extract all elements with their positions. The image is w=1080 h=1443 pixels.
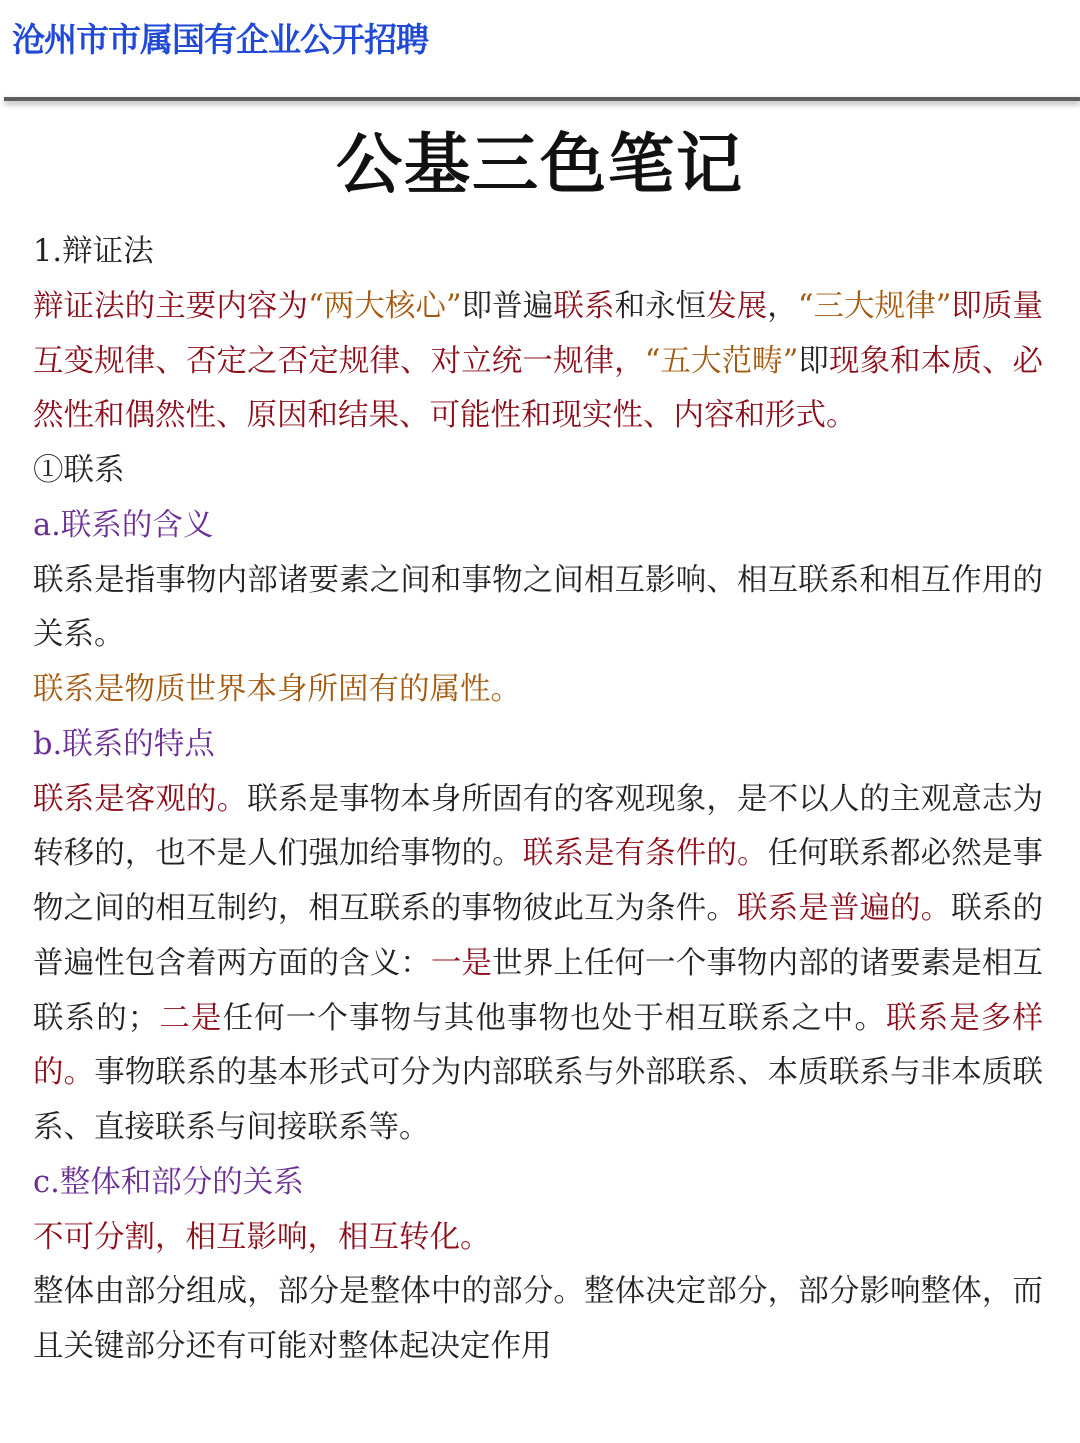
text-segment: “三大规律” bbox=[797, 288, 952, 324]
text-segment: 二是 bbox=[158, 1000, 223, 1036]
text-segment: 和永恒 bbox=[614, 288, 707, 324]
text-segment: ， bbox=[767, 288, 798, 324]
text-segment: 一是 bbox=[430, 945, 493, 981]
text-segment: 世界上任何一个事物内部的诸要素是相互联系的； bbox=[33, 945, 1043, 1036]
text-segment: 联系是有条件的。 bbox=[522, 836, 768, 872]
text-segment: 辩证法的主要内容为 bbox=[33, 288, 309, 324]
text-segment: 联系是多样的。 bbox=[33, 1000, 1044, 1091]
section-heading-dialectics: 1.辩证法 bbox=[33, 234, 154, 269]
notes-content bbox=[33, 225, 1043, 1375]
header-title: 沧州市市属国有企业公开招聘 bbox=[12, 20, 428, 59]
text-segment: 联系是事物本身所固有的客观现象，是不以人的主观意志为转移的，也不是人们强加给事物的。 bbox=[33, 781, 1043, 872]
heading-connection-features: b.联系的特点 bbox=[33, 726, 215, 762]
subsection-heading-connection: ①联系 bbox=[33, 453, 125, 488]
text-segment: “五大范畴” bbox=[644, 343, 799, 379]
whole-part-key-points: 不可分割，相互影响，相互转化。 bbox=[33, 1219, 491, 1255]
text-segment: 即 bbox=[798, 343, 830, 379]
dialectics-intro-paragraph bbox=[33, 280, 1043, 444]
header-divider bbox=[4, 97, 1080, 101]
heading-connection-meaning: a.联系的含义 bbox=[33, 507, 214, 543]
text-segment: 发展 bbox=[706, 288, 768, 324]
connection-property: 联系是物质世界本身所固有的属性。 bbox=[33, 672, 521, 707]
text-segment: 联系 bbox=[553, 288, 615, 324]
text-segment: 联系是客观的。 bbox=[33, 781, 248, 817]
text-segment: 即普遍 bbox=[461, 288, 554, 324]
text-segment: 联系的普遍性包含着两方面的含义： bbox=[33, 891, 1043, 981]
text-segment: 任何一个事物与其他事物也处于相互联系之中。 bbox=[222, 1000, 887, 1036]
connection-features-paragraph bbox=[33, 773, 1043, 1156]
top-header bbox=[0, 0, 1080, 98]
text-segment: 联系是普遍的。 bbox=[737, 891, 952, 926]
text-segment: 现象和本质、必然性和偶然性、原因和结果、可能性和现实性、内容和形式。 bbox=[33, 343, 1044, 434]
whole-part-explanation: 整体由部分组成，部分是整体中的部分。整体决定部分，部分影响整体，而且关键部分还有可能对整体起决定作用 bbox=[33, 1274, 1043, 1364]
text-segment: 事物联系的基本形式可分为内部联系与外部联系、本质联系与非本质联系、直接联系与间接联系等。 bbox=[33, 1055, 1043, 1145]
heading-whole-and-part: c.整体和部分的关系 bbox=[33, 1164, 304, 1200]
page-title: 公基三色笔记 bbox=[336, 125, 744, 203]
text-segment: 即质量互变规律、否定之否定规律、对立统一规律， bbox=[33, 288, 1043, 379]
connection-definition: 联系是指事物内部诸要素之间和事物之间相互影响、相互联系和相互作用的关系。 bbox=[33, 562, 1043, 653]
text-segment: 任何联系都必然是事物之间的相互制约，相互联系的事物彼此互为条件。 bbox=[33, 836, 1043, 926]
text-segment: “两大核心” bbox=[308, 288, 462, 324]
